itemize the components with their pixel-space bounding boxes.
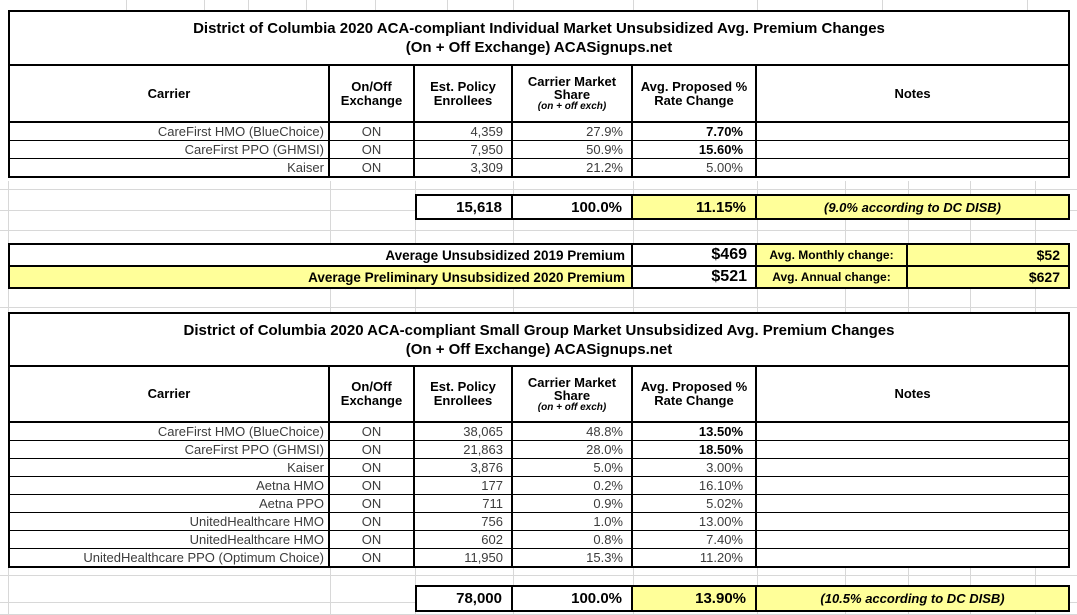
gridline: [757, 0, 758, 10]
gridline: [415, 289, 416, 312]
rate-change-cell: 13.50%: [633, 423, 757, 440]
gridline: [1070, 210, 1077, 211]
rate-change-cell: 11.20%: [633, 549, 757, 566]
market-share-cell: 28.0%: [513, 441, 633, 458]
gridline: [447, 0, 448, 10]
gridline: [1035, 220, 1036, 243]
exchange-cell: ON: [330, 159, 415, 176]
notes-cell: [757, 123, 1068, 140]
market-share-sublabel: (on + off exch): [537, 101, 607, 112]
individual-table-title: [10, 12, 1068, 66]
gridline: [845, 289, 846, 312]
carrier-cell: CareFirst HMO (BlueChoice): [10, 423, 330, 440]
gridline: [126, 0, 127, 10]
gridline: [757, 220, 758, 243]
exchange-cell: ON: [330, 513, 415, 530]
column-header-notes: Notes: [894, 386, 931, 401]
gridline: [845, 181, 846, 194]
market-share-cell: 27.9%: [513, 123, 633, 140]
exchange-cell: ON: [330, 141, 415, 158]
gridline: [757, 568, 758, 585]
total-note: (9.0% according to DC DISB): [757, 196, 1068, 218]
exchange-cell: ON: [330, 441, 415, 458]
total-rate-change: 11.15%: [633, 196, 757, 218]
table-row: [10, 159, 1068, 176]
small-group-market-table: [8, 312, 1070, 568]
gridline: [415, 181, 416, 194]
premium-value: $469: [633, 245, 757, 265]
column-header-exchange: On/Off Exchange: [330, 66, 415, 121]
rate-change-cell: 15.60%: [633, 141, 757, 158]
market-share-cell: 50.9%: [513, 141, 633, 158]
gridline: [970, 220, 971, 243]
gridline: [513, 220, 514, 243]
gridline: [845, 568, 846, 585]
enrollees-cell: 3,309: [415, 159, 513, 176]
carrier-cell: CareFirst PPO (GHMSI): [10, 441, 330, 458]
gridline: [415, 220, 416, 243]
gridline: [882, 0, 883, 10]
gridline: [0, 230, 1077, 231]
gridline: [8, 220, 9, 243]
rate-change-cell: 5.00%: [633, 159, 757, 176]
gridline: [0, 602, 415, 603]
enrollees-cell: 11,950: [415, 549, 513, 566]
notes-cell: [757, 549, 1068, 566]
exchange-cell: ON: [330, 123, 415, 140]
change-value: $52: [908, 245, 1068, 265]
gridline: [908, 568, 909, 585]
market-share-cell: 1.0%: [513, 513, 633, 530]
total-enrollees: 78,000: [417, 587, 513, 610]
premium-label: Average Unsubsidized 2019 Premium: [10, 245, 633, 265]
total-rate-change: 13.90%: [633, 587, 757, 610]
enrollees-cell: 602: [415, 531, 513, 548]
column-header-market-share: [513, 66, 633, 121]
carrier-cell: CareFirst PPO (GHMSI): [10, 141, 330, 158]
column-header-notes: Notes: [894, 85, 931, 101]
gridline: [908, 289, 909, 312]
column-header-rate-change: Avg. Proposed % Rate Change: [633, 367, 757, 421]
rate-change-cell: 7.70%: [633, 123, 757, 140]
notes-cell: [757, 141, 1068, 158]
gridline: [908, 220, 909, 243]
rate-change-cell: 3.00%: [633, 459, 757, 476]
small-group-totals-row: [415, 585, 1070, 612]
rate-change-cell: 5.02%: [633, 495, 757, 512]
rate-change-cell: 7.40%: [633, 531, 757, 548]
gridline: [1070, 602, 1077, 603]
enrollees-cell: 3,876: [415, 459, 513, 476]
individual-header-row: [10, 66, 1068, 123]
enrollees-cell: 756: [415, 513, 513, 530]
exchange-cell: ON: [330, 477, 415, 494]
total-market-share: 100.0%: [513, 587, 633, 610]
enrollees-cell: 7,950: [415, 141, 513, 158]
column-header-enrollees: Est. Policy Enrollees: [415, 367, 513, 421]
notes-cell: [757, 531, 1068, 548]
total-market-share: 100.0%: [513, 196, 633, 218]
premium-row-2019: [10, 245, 1068, 267]
gridline: [0, 575, 1077, 576]
gridline: [633, 568, 634, 585]
gridline: [204, 0, 205, 10]
market-share-cell: 5.0%: [513, 459, 633, 476]
title-line-2: (On + Off Exchange) ACASignups.net: [405, 39, 673, 56]
gridline: [330, 289, 331, 312]
notes-cell: [757, 513, 1068, 530]
enrollees-cell: 711: [415, 495, 513, 512]
gridline: [757, 181, 758, 194]
gridline: [633, 181, 634, 194]
exchange-cell: ON: [330, 549, 415, 566]
notes-cell: [757, 477, 1068, 494]
gridline: [330, 568, 331, 585]
table-row: [10, 477, 1068, 495]
carrier-cell: Aetna HMO: [10, 477, 330, 494]
premium-row-2020: [10, 267, 1068, 287]
small-group-header-row: [10, 367, 1068, 423]
premium-value: $521: [633, 267, 757, 287]
change-value: $627: [908, 267, 1068, 287]
gridline: [330, 181, 331, 194]
gridline: [1027, 0, 1028, 10]
gridline: [633, 220, 634, 243]
gridline: [330, 194, 331, 220]
change-label: Avg. Monthly change:: [757, 245, 908, 265]
table-row: [10, 513, 1068, 531]
table-row: [10, 123, 1068, 141]
gridline: [1035, 568, 1036, 585]
market-share-label: Carrier Market Share: [527, 374, 617, 403]
market-share-cell: 0.2%: [513, 477, 633, 494]
rate-change-cell: 18.50%: [633, 441, 757, 458]
gridline: [513, 289, 514, 312]
gridline: [330, 585, 331, 612]
gridline: [306, 0, 307, 10]
notes-cell: [757, 495, 1068, 512]
market-share-sublabel: (on + off exch): [537, 401, 607, 413]
enrollees-cell: 38,065: [415, 423, 513, 440]
exchange-cell: ON: [330, 495, 415, 512]
market-share-cell: 0.8%: [513, 531, 633, 548]
gridline: [0, 307, 1077, 308]
carrier-cell: UnitedHealthcare HMO: [10, 513, 330, 530]
gridline: [248, 0, 249, 10]
gridline: [8, 181, 9, 194]
gridline: [513, 568, 514, 585]
exchange-cell: ON: [330, 459, 415, 476]
exchange-cell: ON: [330, 531, 415, 548]
table-row: [10, 495, 1068, 513]
column-header-rate-change: Avg. Proposed % Rate Change: [633, 66, 757, 121]
title-line-1: District of Columbia 2020 ACA-compliant Individual Market Unsubsidized Avg. Premium Changes: [193, 20, 885, 37]
enrollees-cell: 177: [415, 477, 513, 494]
gridline: [330, 220, 331, 243]
column-header-carrier: Carrier: [10, 367, 330, 421]
rate-change-cell: 13.00%: [633, 513, 757, 530]
gridline: [845, 220, 846, 243]
title-line-2: (On + Off Exchange) ACASignups.net: [405, 340, 673, 358]
carrier-cell: Kaiser: [10, 159, 330, 176]
premium-summary: [8, 243, 1070, 289]
market-share-cell: 15.3%: [513, 549, 633, 566]
carrier-cell: Kaiser: [10, 459, 330, 476]
total-enrollees: 15,618: [417, 196, 513, 218]
table-row: [10, 141, 1068, 159]
enrollees-cell: 21,863: [415, 441, 513, 458]
table-row: [10, 549, 1068, 566]
carrier-cell: CareFirst HMO (BlueChoice): [10, 123, 330, 140]
column-header-carrier: Carrier: [10, 66, 330, 121]
enrollees-cell: 4,359: [415, 123, 513, 140]
gridline: [8, 568, 9, 585]
column-header-exchange: On/Off Exchange: [330, 367, 415, 421]
change-label: Avg. Annual change:: [757, 267, 908, 287]
table-row: [10, 423, 1068, 441]
gridline: [970, 181, 971, 194]
gridline: [633, 289, 634, 312]
gridline: [970, 568, 971, 585]
rate-change-cell: 16.10%: [633, 477, 757, 494]
carrier-cell: Aetna PPO: [10, 495, 330, 512]
gridline: [8, 194, 9, 220]
gridline: [1035, 289, 1036, 312]
gridline: [8, 289, 9, 312]
gridline: [513, 181, 514, 194]
gridline: [970, 289, 971, 312]
market-share-label: Carrier Market Share: [527, 74, 617, 102]
table-row: [10, 441, 1068, 459]
exchange-cell: ON: [330, 423, 415, 440]
carrier-cell: UnitedHealthcare PPO (Optimum Choice): [10, 549, 330, 566]
gridline: [0, 210, 415, 211]
carrier-cell: UnitedHealthcare HMO: [10, 531, 330, 548]
gridline: [375, 0, 376, 10]
title-line-1: District of Columbia 2020 ACA-compliant Small Group Market Unsubsidized Avg. Premium Changes: [183, 321, 895, 339]
notes-cell: [757, 423, 1068, 440]
individual-totals-row: [415, 194, 1070, 220]
market-share-cell: 0.9%: [513, 495, 633, 512]
small-group-table-title: [10, 314, 1068, 367]
gridline: [908, 181, 909, 194]
notes-cell: [757, 441, 1068, 458]
gridline: [633, 0, 634, 10]
individual-market-table: [8, 10, 1070, 178]
market-share-cell: 48.8%: [513, 423, 633, 440]
notes-cell: [757, 459, 1068, 476]
gridline: [0, 189, 1077, 190]
gridline: [513, 0, 514, 10]
column-header-market-share: [513, 367, 633, 421]
gridline: [415, 568, 416, 585]
gridline: [757, 289, 758, 312]
premium-label: Average Preliminary Unsubsidized 2020 Premium: [10, 267, 633, 287]
gridline: [8, 585, 9, 612]
table-row: [10, 531, 1068, 549]
total-note: (10.5% according to DC DISB): [757, 587, 1068, 610]
notes-cell: [757, 159, 1068, 176]
column-header-enrollees: Est. Policy Enrollees: [415, 66, 513, 121]
market-share-cell: 21.2%: [513, 159, 633, 176]
gridline: [1035, 181, 1036, 194]
table-row: [10, 459, 1068, 477]
